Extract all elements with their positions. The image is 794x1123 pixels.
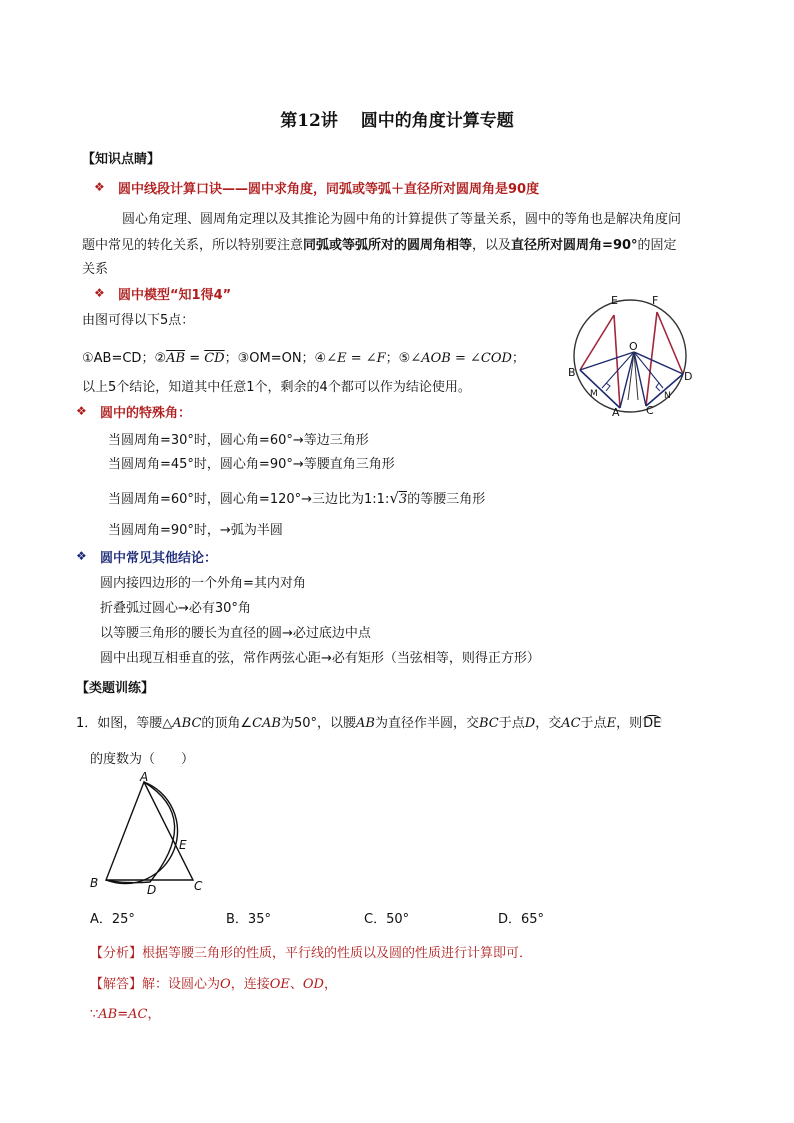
label-f: F [652,294,659,307]
option-d[interactable]: D．65° [498,912,545,927]
analysis: 【分析】根据等腰三角形的性质，平行线的性质以及圆的性质进行计算即可． [90,946,533,961]
label-b: B [90,876,99,890]
label-e: E [179,838,187,852]
point3-heading: 圆中的特殊角： [100,406,192,421]
conclusion-1: 圆内接四边形的一个外角=其内对角 [100,576,306,591]
point1-line1: 圆心角定理、圆周角定理以及其推论为圆中角的计算提供了等量关系，圆中的等角也是解决角度问 [122,212,682,227]
page-title: 第12讲 圆中的角度计算专题 [280,111,514,131]
label-e: E [611,294,618,307]
label-d: D [684,370,693,383]
triangle-semicircle-figure [86,770,210,896]
point4-heading: 圆中常见其他结论： [100,551,218,566]
special-angle-90: 当圆周角=90°时，→弧为半圆 [108,523,283,538]
point2-conclusion: 以上5个结论，知道其中任意1个，剩余的4个都可以作为结论使用。 [82,380,471,395]
label-d: D [147,883,157,896]
circle-model-figure [566,288,694,418]
label-a: A [612,406,620,418]
point2-heading: 圆中模型“知1得4” [118,288,232,303]
label-n: N [664,391,671,401]
semicircle-arc [106,782,178,884]
question-1-text: 1．如图，等腰△ABC的顶角∠CAB为50°，以腰AB为直径作半圆，交BC于点D，交AC于点E，则DE [76,716,662,731]
bullet-icon: ❖ [76,549,87,563]
point1-line3: 关系 [82,262,109,277]
label-c: C [194,879,203,893]
answer-line1: 【解答】解：设圆心为O，连接OE、OD， [90,977,337,992]
label-a: A [140,770,149,784]
special-angle-30: 当圆周角=30°时，圆心角=60°→等边三角形 [108,433,369,448]
option-c[interactable]: C．50° [364,912,410,927]
bullet-icon: ❖ [94,180,105,194]
question-1-line2: 的度数为（ ） [90,752,195,767]
point2-items: ①AB=CD；$②\overline{AB} = \overline{CD}$；③OM=ON；④∠E = ∠F；⑤∠AOB = ∠COD； [82,351,525,366]
label-c: C [646,404,654,417]
special-angle-60: 当圆周角=60°时，圆心角=120°→三边比为1:1:√3的等腰三角形 [108,489,486,507]
bullet-icon: ❖ [76,404,87,418]
point1-line2: 题中常见的转化关系，所以特别要注意同弧或等弧所对的圆周角相等，以及直径所对圆周角=90°的固定 [82,238,677,253]
conclusion-3: 以等腰三角形的腰长为直径的圆→必过底边中点 [100,626,371,641]
answer-line2: ∵AB=AC， [90,1007,161,1022]
label-b: B [568,366,576,379]
point1-heading: 圆中线段计算口诀——圆中求角度，同弧或等弧＋直径所对圆周角是90度 [118,182,540,197]
label-m: M [590,389,598,399]
special-angle-45: 当圆周角=45°时，圆心角=90°→等腰直角三角形 [108,457,395,472]
point2-intro: 由图可得以下5点： [82,313,195,328]
bullet-icon: ❖ [94,286,105,300]
section-heading-knowledge: 【知识点睛】 [82,152,161,167]
section-heading-practice: 【类题训练】 [76,681,155,696]
conclusion-2: 折叠弧过圆心→必有30°角 [100,601,251,616]
label-o: O [629,340,638,353]
conclusion-4: 圆中出现互相垂直的弦，常作两弦心距→必有矩形（当弦相等，则得正方形） [100,651,540,666]
option-a[interactable]: A．25° [90,912,135,927]
option-b[interactable]: B．35° [226,912,271,927]
